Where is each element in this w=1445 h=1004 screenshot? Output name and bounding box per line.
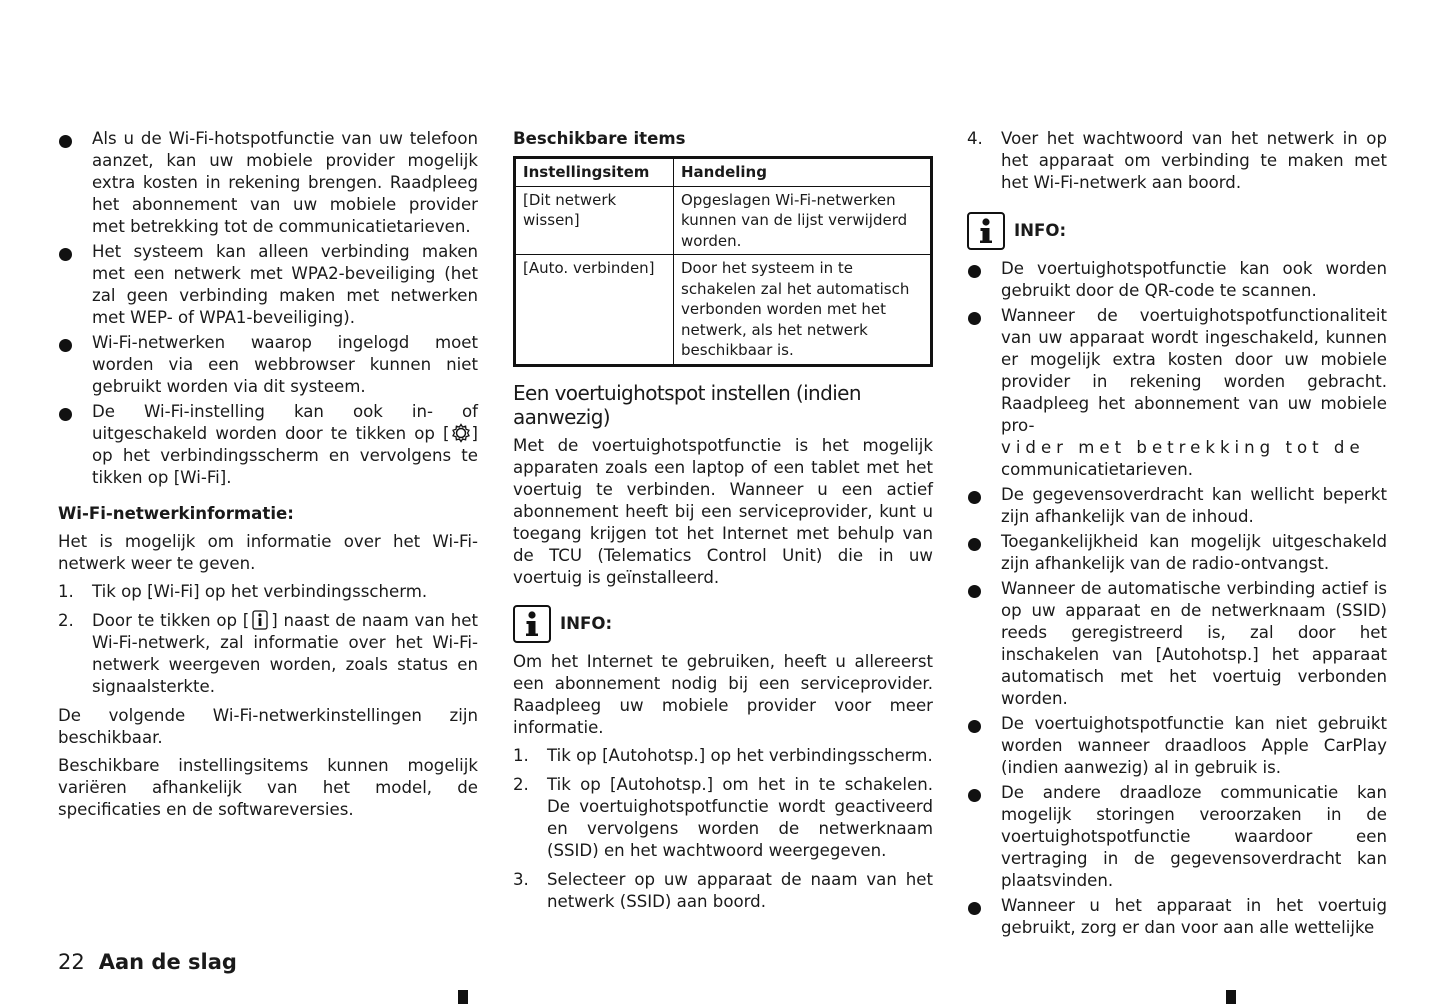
list-item: Als u de Wi-Fi-hotspotfunctie van uw telefoon aanzet, kan uw mobiele provider mogelijk extra kosten in rekening brengen. Raadpleeg het abonnement van uw mobiele provider met betrekking tot de communicatietarieven. — [58, 128, 478, 238]
paragraph: Met de voertuighotspotfunctie is het mogelijk apparaten zoals een laptop of een tablet met het voertuig te verbinden. Wanneer u een actief abonnement heeft bij een serviceprovider, kunt u toegang krijgen tot het Internet met behulp van de TCU (Telematics Control Unit) die in uw voertuig is geïnstalleerd. — [513, 435, 933, 587]
list-item: De andere draadloze communicatie kan mogelijk storingen veroorzaken in de voertuighotspotfunctie waardoor een vertraging in de gegevensoverdracht kan plaatsvinden. — [967, 782, 1387, 892]
info-text: Om het Internet te gebruiken, heeft u allereerst een abonnement nodig bij een serviceprovider. Raadpleeg uw mobiele provider voor meer informatie. — [513, 651, 933, 737]
list-item: De Wi-Fi-instelling kan ook in- of uitgeschakeld worden door te tikken op [ ] op het verbindingsscherm en vervolgens te tikken op [Wi-Fi]. — [58, 401, 478, 489]
column-middle — [513, 128, 933, 920]
list-item: 4. Voer het wachtwoord van het netwerk in op het apparaat om verbinding te maken met het Wi-Fi-netwerk aan boord. — [967, 129, 1387, 192]
bullet-dot — [968, 585, 981, 598]
table-header: Handeling — [674, 158, 932, 187]
bullet-dot — [968, 789, 981, 802]
page-number: 22 — [58, 950, 85, 974]
info-icon — [513, 605, 551, 643]
list-item: Wanneer de automatische verbinding actief is op uw apparaat en de netwerknaam (SSID) reeds geregistreerd is, zal door het inschakelen van [Autohotsp.] het apparaat automatisch met het voertuig verbonden worden. — [967, 578, 1387, 710]
section-title: Een voertuighotspot instellen (indien aanwezig) — [513, 380, 861, 429]
paragraph: Beschikbare instellingsitems kunnen mogelijk variëren afhankelijk van het model, de specificaties en de softwareversies. — [58, 756, 478, 819]
bullet-dot — [968, 265, 981, 278]
table-header-row — [515, 158, 932, 187]
bullet-list — [967, 258, 1387, 939]
table-cell: [Dit netwerk wissen] — [515, 186, 674, 255]
list-item: Wanneer u het apparaat in het voertuig gebruikt, zorg er dan voor aan alle wettelijke — [967, 895, 1387, 939]
paragraph: De volgende Wi-Fi-netwerkinstellingen zijn beschikbaar. — [58, 706, 478, 747]
numbered-list — [967, 128, 1387, 194]
info-icon — [967, 212, 1005, 250]
list-item: De voertuighotspotfunctie kan niet gebruikt worden wanneer draadloos Apple CarPlay (indien aanwezig) al in gebruik is. — [967, 713, 1387, 779]
table-header: Instellingsitem — [515, 158, 674, 187]
list-item: Wanneer de voertuighotspotfunctionaliteit van uw apparaat wordt ingeschakeld, kunnen er mogelijk extra kosten door uw mobiele provider in rekening worden gebracht. Raadpleeg het abonnement van uw mobiele pro- vider met betrekking tot de communicatietarieven. — [967, 305, 1387, 481]
list-item: 1. Tik op [Wi-Fi] op het verbindingsscherm. — [58, 582, 428, 601]
bullet-dot — [59, 408, 72, 421]
bullet-dot — [968, 720, 981, 733]
info-label: INFO: — [1014, 221, 1067, 240]
bullet-dot — [968, 491, 981, 504]
crop-mark — [458, 990, 468, 1004]
table-cell: [Auto. verbinden] — [515, 255, 674, 366]
settings-gear-icon — [450, 423, 472, 443]
info-icon — [249, 610, 271, 630]
info-header — [967, 212, 1387, 250]
info-label: INFO: — [560, 613, 613, 633]
bullet-dot — [968, 538, 981, 551]
list-item: De gegevensoverdracht kan wellicht beperkt zijn afhankelijk van de inhoud. — [967, 484, 1387, 528]
list-item: 2. Door te tikken op [ ] naast de naam van het Wi-Fi-netwerk, zal informatie over het Wi-Fi-netwerk weergeven worden, zoals status en signaalsterkte. — [58, 611, 478, 696]
list-item: 1. Tik op [Autohotsp.] op het verbindingsscherm. — [513, 745, 933, 765]
list-item: Wi-Fi-netwerken waarop ingelogd moet worden via een webbrowser kunnen niet gebruikt worden via dit systeem. — [58, 332, 478, 398]
table-cell: Door het systeem in te schakelen zal het automatisch verbonden worden met het netwerk, als het netwerk beschikbaar is. — [674, 255, 932, 366]
bullet-dot — [59, 339, 72, 352]
bullet-dot — [968, 312, 981, 325]
bullet-dot — [968, 902, 981, 915]
column-right — [967, 128, 1387, 942]
settings-table — [513, 156, 933, 367]
list-item: 2. Tik op [Autohotsp.] om het in te schakelen. De voertuighotspotfunctie wordt geactiveerd en vervolgens worden de netwerknaam (SSID) en het wachtwoord weergegeven. — [513, 774, 933, 860]
numbered-list — [513, 745, 933, 913]
bullet-dot — [59, 248, 72, 261]
footer-section-title: Aan de slag — [98, 950, 237, 974]
section-heading: Wi-Fi-netwerkinformatie: — [58, 504, 294, 523]
numbered-list — [58, 581, 478, 698]
table-cell: Opgeslagen Wi-Fi-netwerken kunnen van de lijst verwijderd worden. — [674, 186, 932, 255]
table-row — [515, 186, 932, 255]
list-item: Toegankelijkheid kan mogelijk uitgeschakeld zijn afhankelijk van de radio-ontvangst. — [967, 531, 1387, 575]
list-item: 3. Selecteer op uw apparaat de naam van het netwerk (SSID) aan boord. — [513, 869, 933, 911]
bullet-list — [58, 128, 478, 489]
table-title: Beschikbare items — [513, 129, 686, 148]
list-item: De voertuighotspotfunctie kan ook worden gebruikt door de QR-code te scannen. — [967, 258, 1387, 302]
page-footer — [58, 951, 237, 973]
list-item: Het systeem kan alleen verbinding maken met een netwerk met WPA2-beveiliging (het zal geen verbinding maken met netwerken met WEP- of WPA1-beveiliging). — [58, 241, 478, 329]
column-left — [58, 128, 478, 827]
info-header — [513, 605, 933, 643]
table-row — [515, 255, 932, 366]
crop-mark — [1226, 990, 1236, 1004]
paragraph: Het is mogelijk om informatie over het Wi-Fi-netwerk weer te geven. — [58, 532, 478, 573]
bullet-dot — [59, 135, 72, 148]
